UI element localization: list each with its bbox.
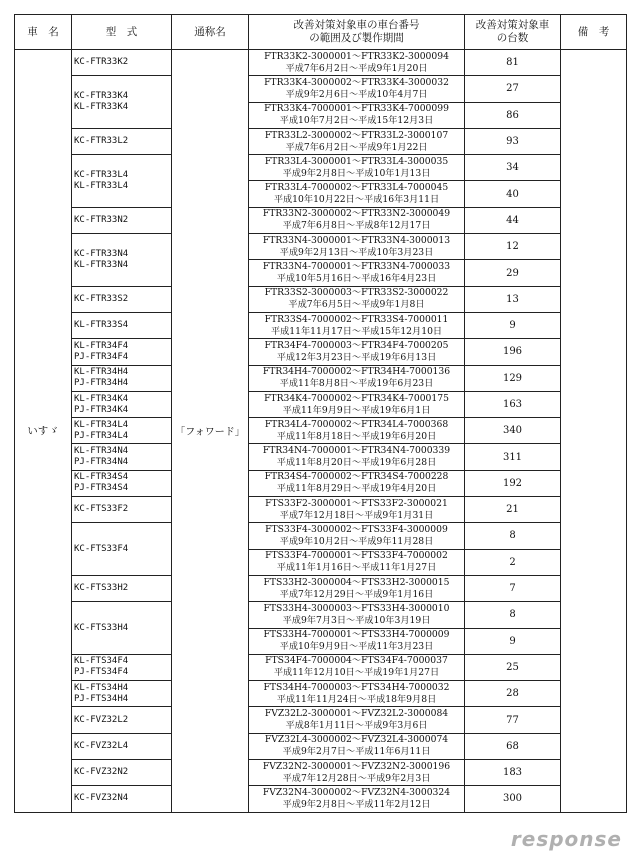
- production-period: 平成10年5月16日～平成16年4月23日: [276, 273, 437, 285]
- model-cell: [72, 312, 172, 338]
- range-cell: [249, 628, 465, 654]
- model-code: KL-FTR33S4: [74, 320, 129, 331]
- table-row: [15, 418, 627, 444]
- production-period: 平成11年11月24日～平成18年9月8日: [276, 693, 437, 705]
- header-row: [15, 15, 627, 50]
- model-code: KL-FTR33L4: [74, 180, 129, 191]
- chassis-range: FTR33L4-7000002～FTR33L4-7000045: [264, 182, 449, 194]
- chassis-range: FTS33F4-3000002～FTS33F4-3000009: [265, 523, 448, 535]
- range-cell: [249, 575, 465, 601]
- production-period: 平成7年6月2日～平成9年1月22日: [285, 141, 428, 153]
- table-row: [15, 707, 627, 733]
- production-period: 平成9年2月7日～平成11年6月11日: [282, 746, 431, 758]
- production-period: 平成7年6月5日～平成9年1月8日: [288, 299, 425, 311]
- model-code: KC-FTS33F2: [74, 504, 129, 515]
- note-cell: [561, 50, 627, 813]
- production-period: 平成7年6月2日～平成9年1月20日: [285, 62, 428, 74]
- production-period: 平成11年8月18日～平成19年6月20日: [276, 430, 437, 442]
- header-count-line1: 改善対策対象車: [475, 19, 550, 31]
- range-cell: [249, 681, 465, 707]
- count-cell: 28: [465, 681, 561, 707]
- chassis-range: FTS34H4-7000003～FTS34H4-7000032: [263, 681, 450, 693]
- range-cell: [249, 418, 465, 444]
- model-cell: [72, 155, 172, 208]
- model-code: PJ-FTR34N4: [74, 457, 129, 468]
- production-period: 平成7年6月8日～平成8年12月17日: [282, 220, 431, 232]
- model-code: KC-FVZ32N4: [74, 793, 129, 804]
- count-cell: 29: [465, 260, 561, 286]
- count-cell: 86: [465, 102, 561, 128]
- chassis-range: FTR33N2-3000002～FTR33N2-3000049: [262, 208, 451, 220]
- model-cell: [72, 339, 172, 365]
- count-cell: 340: [465, 418, 561, 444]
- count-cell: 192: [465, 470, 561, 496]
- model-cell: [72, 681, 172, 707]
- production-period: 平成11年9月9日～平成19年6月1日: [282, 404, 431, 416]
- production-period: 平成7年12月18日～平成9年1月31日: [279, 509, 434, 521]
- chassis-range: FTR34N4-7000001～FTR34N4-7000339: [262, 445, 451, 457]
- model-cell: [72, 470, 172, 496]
- model-code: KC-FTR33S2: [74, 293, 129, 304]
- model-cell: [72, 128, 172, 154]
- model-code: KL-FTR33K4: [74, 102, 129, 113]
- model-code: PJ-FTR34K4: [74, 404, 129, 415]
- count-cell: 9: [465, 312, 561, 338]
- count-cell: 81: [465, 50, 561, 76]
- production-period: 平成11年11月17日～平成15年12月10日: [270, 325, 443, 337]
- range-cell: [249, 391, 465, 417]
- model-cell: [72, 654, 172, 680]
- production-period: 平成12年3月23日～平成19年6月13日: [276, 351, 437, 363]
- model-code: KL-FTS34F4: [74, 656, 129, 667]
- production-period: 平成11年8月20日～平成19年6月28日: [276, 457, 437, 469]
- header-count: [465, 15, 561, 50]
- model-code: KC-FTR33L2: [74, 136, 129, 147]
- table-row: [15, 312, 627, 338]
- range-cell: [249, 549, 465, 575]
- model-cell: [72, 760, 172, 786]
- header-range: [249, 15, 465, 50]
- model-code: KC-FVZ32L2: [74, 714, 129, 725]
- range-cell: [249, 523, 465, 549]
- header-model: 型 式: [72, 15, 172, 50]
- table-row: [15, 602, 627, 628]
- header-note: 備 考: [561, 15, 627, 50]
- production-period: 平成9年10月2日～平成9年11月28日: [279, 535, 434, 547]
- model-cell: [72, 497, 172, 523]
- chassis-range: FTS33H2-3000004～FTS33H2-3000015: [263, 576, 450, 588]
- count-cell: 44: [465, 207, 561, 233]
- model-cell: [72, 575, 172, 601]
- chassis-range: FTR34H4-7000002～FTR34H4-7000136: [262, 366, 451, 378]
- table-row: [15, 339, 627, 365]
- chassis-range: FTS33H4-3000003～FTS33H4-3000010: [263, 602, 450, 614]
- range-cell: [249, 497, 465, 523]
- table-row: [15, 760, 627, 786]
- chassis-range: FTR33N4-7000001～FTR33N4-7000033: [262, 261, 451, 273]
- count-cell: 40: [465, 181, 561, 207]
- production-period: 平成8年1月11日～平成9年3月6日: [285, 720, 428, 732]
- model-cell: [72, 50, 172, 76]
- range-cell: [249, 234, 465, 260]
- model-code: KL-FTR34K4: [74, 393, 129, 404]
- model-code: KL-FTR34S4: [74, 472, 129, 483]
- range-cell: [249, 444, 465, 470]
- chassis-range: FTR34L4-7000002～FTR34L4-7000368: [264, 418, 449, 430]
- model-cell: [72, 707, 172, 733]
- table-row: [15, 523, 627, 549]
- table-row: [15, 76, 627, 102]
- production-period: 平成9年2月6日～平成10年4月7日: [285, 88, 428, 100]
- table-row: [15, 365, 627, 391]
- model-cell: [72, 76, 172, 129]
- chassis-range: FVZ32N4-3000002～FVZ32N4-3000324: [262, 786, 451, 798]
- table-row: [15, 50, 627, 76]
- table-row: [15, 681, 627, 707]
- model-cell: [72, 207, 172, 233]
- range-cell: [249, 286, 465, 312]
- production-period: 平成7年12月28日～平成9年2月3日: [282, 772, 431, 784]
- production-period: 平成11年12月10日～平成19年1月27日: [273, 667, 440, 679]
- model-code: PJ-FTR34S4: [74, 483, 129, 494]
- range-cell: [249, 760, 465, 786]
- table-row: [15, 470, 627, 496]
- model-code: KC-FTR33N2: [74, 214, 129, 225]
- chassis-range: FTS33F4-7000001～FTS33F4-7000002: [265, 550, 448, 562]
- table-row: [15, 128, 627, 154]
- production-period: 平成9年2月8日～平成10年1月13日: [282, 167, 431, 179]
- table-row: [15, 786, 627, 812]
- range-cell: [249, 260, 465, 286]
- chassis-range: FTR33S4-7000002～FTR33S4-7000011: [264, 313, 449, 325]
- chassis-range: FTR34K4-7000002～FTR34K4-7000175: [264, 392, 449, 404]
- range-cell: [249, 181, 465, 207]
- header-count-line2: の台数: [496, 32, 529, 44]
- model-code: PJ-FTR34F4: [74, 351, 129, 362]
- production-period: 平成10年9月9日～平成11年3月23日: [279, 641, 434, 653]
- count-cell: 9: [465, 628, 561, 654]
- production-period: 平成11年1月16日～平成11年1月27日: [276, 562, 437, 574]
- count-cell: 93: [465, 128, 561, 154]
- range-cell: [249, 155, 465, 181]
- chassis-range: FTR33N4-3000001～FTR33N4-3000013: [262, 234, 451, 246]
- count-cell: 2: [465, 549, 561, 575]
- count-cell: 8: [465, 523, 561, 549]
- production-period: 平成11年8月8日～平成19年6月23日: [279, 378, 434, 390]
- model-code: KL-FTR34L4: [74, 419, 129, 430]
- range-cell: [249, 102, 465, 128]
- count-cell: 8: [465, 602, 561, 628]
- model-cell: [72, 365, 172, 391]
- chassis-range: FTR33L4-3000001～FTR33L4-3000035: [264, 155, 449, 167]
- model-code: KC-FTR33N4: [74, 248, 129, 259]
- common-name-cell: 「フォワード」: [172, 50, 249, 813]
- table-row: [15, 497, 627, 523]
- chassis-range: FTS34F4-7000004～FTS34F4-7000037: [265, 655, 448, 667]
- model-code: PJ-FTR34L4: [74, 430, 129, 441]
- range-cell: [249, 50, 465, 76]
- chassis-range: FTR34F4-7000003～FTR34F4-7000205: [264, 339, 449, 351]
- range-cell: [249, 365, 465, 391]
- range-cell: [249, 654, 465, 680]
- table-row: [15, 575, 627, 601]
- table-row: [15, 155, 627, 181]
- model-code: KL-FTR33N4: [74, 259, 129, 270]
- range-cell: [249, 339, 465, 365]
- range-cell: [249, 602, 465, 628]
- count-cell: 129: [465, 365, 561, 391]
- header-range-line1: 改善対策対象車の車台番号: [293, 19, 420, 31]
- model-code: KC-FTS33F4: [74, 543, 129, 554]
- model-code: PJ-FTS34H4: [74, 693, 129, 704]
- model-code: KC-FVZ32L4: [74, 740, 129, 751]
- table-row: [15, 654, 627, 680]
- count-cell: 300: [465, 786, 561, 812]
- chassis-range: FTR33K2-3000001～FTR33K2-3000094: [264, 50, 449, 62]
- range-cell: [249, 470, 465, 496]
- count-cell: 12: [465, 234, 561, 260]
- production-period: 平成7年12月29日～平成9年1月16日: [279, 588, 434, 600]
- model-code: KC-FTS33H2: [74, 583, 129, 594]
- recall-table: [14, 14, 627, 813]
- count-cell: 13: [465, 286, 561, 312]
- production-period: 平成9年7月3日～平成10年3月19日: [282, 614, 431, 626]
- response-watermark: response: [510, 827, 622, 851]
- model-cell: [72, 444, 172, 470]
- table-row: [15, 234, 627, 260]
- model-cell: [72, 234, 172, 287]
- range-cell: [249, 128, 465, 154]
- header-maker: 車 名: [15, 15, 72, 50]
- chassis-range: FVZ32L2-3000001～FVZ32L2-3000084: [264, 708, 449, 720]
- count-cell: 34: [465, 155, 561, 181]
- count-cell: 311: [465, 444, 561, 470]
- range-cell: [249, 786, 465, 812]
- table-row: [15, 286, 627, 312]
- count-cell: 25: [465, 654, 561, 680]
- model-cell: [72, 286, 172, 312]
- model-cell: [72, 786, 172, 812]
- chassis-range: FTR33K4-7000001～FTR33K4-7000099: [264, 103, 449, 115]
- production-period: 平成9年2月8日～平成11年2月12日: [282, 798, 431, 810]
- chassis-range: FTS33H4-7000001～FTS33H4-7000009: [263, 629, 450, 641]
- count-cell: 21: [465, 497, 561, 523]
- table-body: [15, 50, 627, 813]
- table-row: [15, 444, 627, 470]
- count-cell: 68: [465, 733, 561, 759]
- table-row: [15, 207, 627, 233]
- model-code: KC-FTR33L4: [74, 169, 129, 180]
- count-cell: 77: [465, 707, 561, 733]
- model-code: PJ-FTR34H4: [74, 378, 129, 389]
- chassis-range: FVZ32N2-3000001～FVZ32N2-3000196: [262, 760, 451, 772]
- count-cell: 183: [465, 760, 561, 786]
- chassis-range: FTR33S2-3000003～FTR33S2-3000022: [264, 287, 449, 299]
- range-cell: [249, 207, 465, 233]
- model-cell: [72, 418, 172, 444]
- model-code: KC-FTR33K2: [74, 57, 129, 68]
- production-period: 平成10年7月2日～平成15年12月3日: [279, 115, 434, 127]
- model-code: KL-FTS34H4: [74, 682, 129, 693]
- header-common-name: 通称名: [172, 15, 249, 50]
- chassis-range: FTR33L2-3000002～FTR33L2-3000107: [264, 129, 449, 141]
- model-code: KC-FTS33H4: [74, 622, 129, 633]
- model-cell: [72, 391, 172, 417]
- range-cell: [249, 312, 465, 338]
- production-period: 平成11年8月29日～平成19年4月20日: [276, 483, 437, 495]
- production-period: 平成9年2月13日～平成10年3月23日: [279, 246, 434, 258]
- header-range-line2: の範囲及び製作期間: [309, 32, 404, 44]
- model-code: KC-FTR33K4: [74, 91, 129, 102]
- range-cell: [249, 707, 465, 733]
- model-code: KL-FTR34H4: [74, 367, 129, 378]
- table-row: [15, 391, 627, 417]
- maker-cell: いすゞ: [15, 50, 72, 813]
- model-code: KL-FTR34N4: [74, 446, 129, 457]
- model-cell: [72, 523, 172, 576]
- model-cell: [72, 602, 172, 655]
- model-code: KL-FTR34F4: [74, 340, 129, 351]
- range-cell: [249, 733, 465, 759]
- chassis-range: FTR33K4-3000002～FTR33K4-3000032: [264, 76, 449, 88]
- range-cell: [249, 76, 465, 102]
- count-cell: 163: [465, 391, 561, 417]
- count-cell: 27: [465, 76, 561, 102]
- model-cell: [72, 733, 172, 759]
- chassis-range: FTR34S4-7000002～FTR34S4-7000228: [264, 471, 449, 483]
- count-cell: 196: [465, 339, 561, 365]
- model-code: KC-FVZ32N2: [74, 767, 129, 778]
- table-row: [15, 733, 627, 759]
- count-cell: 7: [465, 575, 561, 601]
- production-period: 平成10年10月22日～平成16年3月11日: [273, 194, 440, 206]
- chassis-range: FVZ32L4-3000002～FVZ32L4-3000074: [264, 734, 449, 746]
- chassis-range: FTS33F2-3000001～FTS33F2-3000021: [265, 497, 448, 509]
- model-code: PJ-FTS34F4: [74, 667, 129, 678]
